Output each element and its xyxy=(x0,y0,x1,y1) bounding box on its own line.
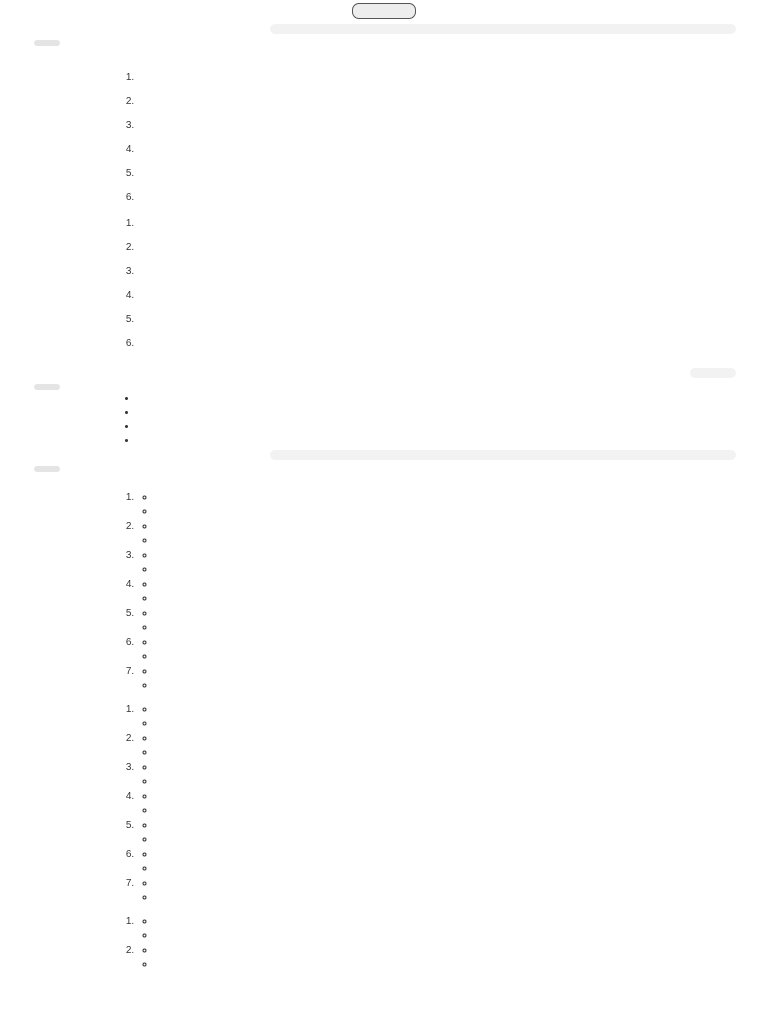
list-item xyxy=(137,762,713,788)
sub-bullet-list xyxy=(137,791,713,817)
sub-list-item xyxy=(155,834,713,846)
user-turn xyxy=(0,450,768,460)
assistant-answer xyxy=(115,38,713,365)
sub-list-item xyxy=(155,791,713,803)
sub-list-item xyxy=(155,733,713,745)
user-message-bubble xyxy=(270,450,736,460)
sub-list-item xyxy=(155,892,713,904)
section-heading xyxy=(115,484,713,490)
list-item xyxy=(137,916,713,942)
sub-list-item xyxy=(155,863,713,875)
answer-intro xyxy=(115,464,713,480)
list-item xyxy=(137,421,713,433)
answer-intro xyxy=(115,38,713,60)
assistant-speaker-tag xyxy=(34,384,60,390)
user-turn xyxy=(0,368,768,378)
sub-bullet-list xyxy=(137,762,713,788)
list-item xyxy=(137,945,713,971)
sub-list-item xyxy=(155,637,713,649)
assistant-speaker-tag xyxy=(34,466,60,472)
sub-list-item xyxy=(155,593,713,605)
header xyxy=(0,0,768,22)
sub-list-item xyxy=(155,930,713,942)
list-item xyxy=(137,820,713,846)
list-item xyxy=(137,393,713,405)
sub-list-item xyxy=(155,916,713,928)
sub-list-item xyxy=(155,550,713,562)
list-item xyxy=(137,791,713,817)
list-item xyxy=(137,290,713,312)
sub-list-item xyxy=(155,564,713,576)
sub-list-item xyxy=(155,747,713,759)
sub-bullet-list xyxy=(137,608,713,634)
sub-list-item xyxy=(155,805,713,817)
section-heading xyxy=(115,64,713,70)
assistant-answer xyxy=(115,464,713,971)
list-item xyxy=(137,407,713,419)
user-message-bubble xyxy=(270,24,736,34)
sub-bullet-list xyxy=(137,550,713,576)
user-turn xyxy=(0,24,768,34)
sub-bullet-list xyxy=(137,579,713,605)
sub-bullet-list xyxy=(137,492,713,518)
assistant-turn xyxy=(0,38,768,365)
sub-bullet-list xyxy=(137,878,713,904)
list-item xyxy=(137,144,713,166)
footer xyxy=(0,1008,768,1022)
section-heading xyxy=(115,210,713,216)
list-item xyxy=(137,218,713,240)
list-item xyxy=(137,338,713,352)
sub-list-item xyxy=(155,776,713,788)
user-message-bubble xyxy=(690,368,736,378)
sub-list-item xyxy=(155,718,713,730)
sub-list-item xyxy=(155,506,713,518)
sub-list-item xyxy=(155,762,713,774)
numbered-list xyxy=(115,72,713,206)
sub-bullet-list xyxy=(137,733,713,759)
list-item xyxy=(137,72,713,94)
app-logo[interactable] xyxy=(352,3,416,19)
chat-transcript xyxy=(0,20,768,974)
sub-bullet-list xyxy=(137,820,713,846)
sub-list-item xyxy=(155,608,713,620)
sub-bullet-list xyxy=(137,945,713,971)
answer-closing xyxy=(115,355,713,365)
sub-list-item xyxy=(155,535,713,547)
sub-bullet-list xyxy=(137,916,713,942)
sub-list-item xyxy=(155,945,713,957)
assistant-speaker-tag xyxy=(34,40,60,46)
numbered-list xyxy=(115,916,713,971)
section-heading xyxy=(115,908,713,914)
list-item xyxy=(137,733,713,759)
list-item xyxy=(137,878,713,904)
list-item xyxy=(137,550,713,576)
sub-list-item xyxy=(155,651,713,663)
sub-list-item xyxy=(155,849,713,861)
numbered-list xyxy=(115,492,713,692)
list-item xyxy=(137,192,713,206)
sub-bullet-list xyxy=(137,849,713,875)
sub-list-item xyxy=(155,704,713,716)
list-item xyxy=(137,608,713,634)
list-item xyxy=(137,637,713,663)
list-item xyxy=(137,242,713,264)
answer-intro xyxy=(115,382,713,390)
list-item xyxy=(137,521,713,547)
list-item xyxy=(137,666,713,692)
bullet-list xyxy=(115,393,713,447)
assistant-turn xyxy=(0,464,768,971)
list-item xyxy=(137,96,713,118)
numbered-list xyxy=(115,218,713,352)
sub-list-item xyxy=(155,622,713,634)
list-item xyxy=(137,314,713,336)
assistant-answer xyxy=(115,382,713,447)
assistant-turn xyxy=(0,382,768,447)
list-item xyxy=(137,579,713,605)
sub-list-item xyxy=(155,680,713,692)
list-item xyxy=(137,168,713,190)
list-item xyxy=(137,435,713,447)
sub-list-item xyxy=(155,492,713,504)
numbered-list xyxy=(115,704,713,904)
sub-list-item xyxy=(155,521,713,533)
sub-bullet-list xyxy=(137,704,713,730)
sub-list-item xyxy=(155,666,713,678)
sub-list-item xyxy=(155,579,713,591)
list-item xyxy=(137,266,713,288)
sub-list-item xyxy=(155,878,713,890)
sub-bullet-list xyxy=(137,666,713,692)
section-heading xyxy=(115,696,713,702)
list-item xyxy=(137,704,713,730)
list-item xyxy=(137,849,713,875)
sub-list-item xyxy=(155,820,713,832)
sub-bullet-list xyxy=(137,637,713,663)
list-item xyxy=(137,120,713,142)
sub-bullet-list xyxy=(137,521,713,547)
sub-list-item xyxy=(155,959,713,971)
list-item xyxy=(137,492,713,518)
